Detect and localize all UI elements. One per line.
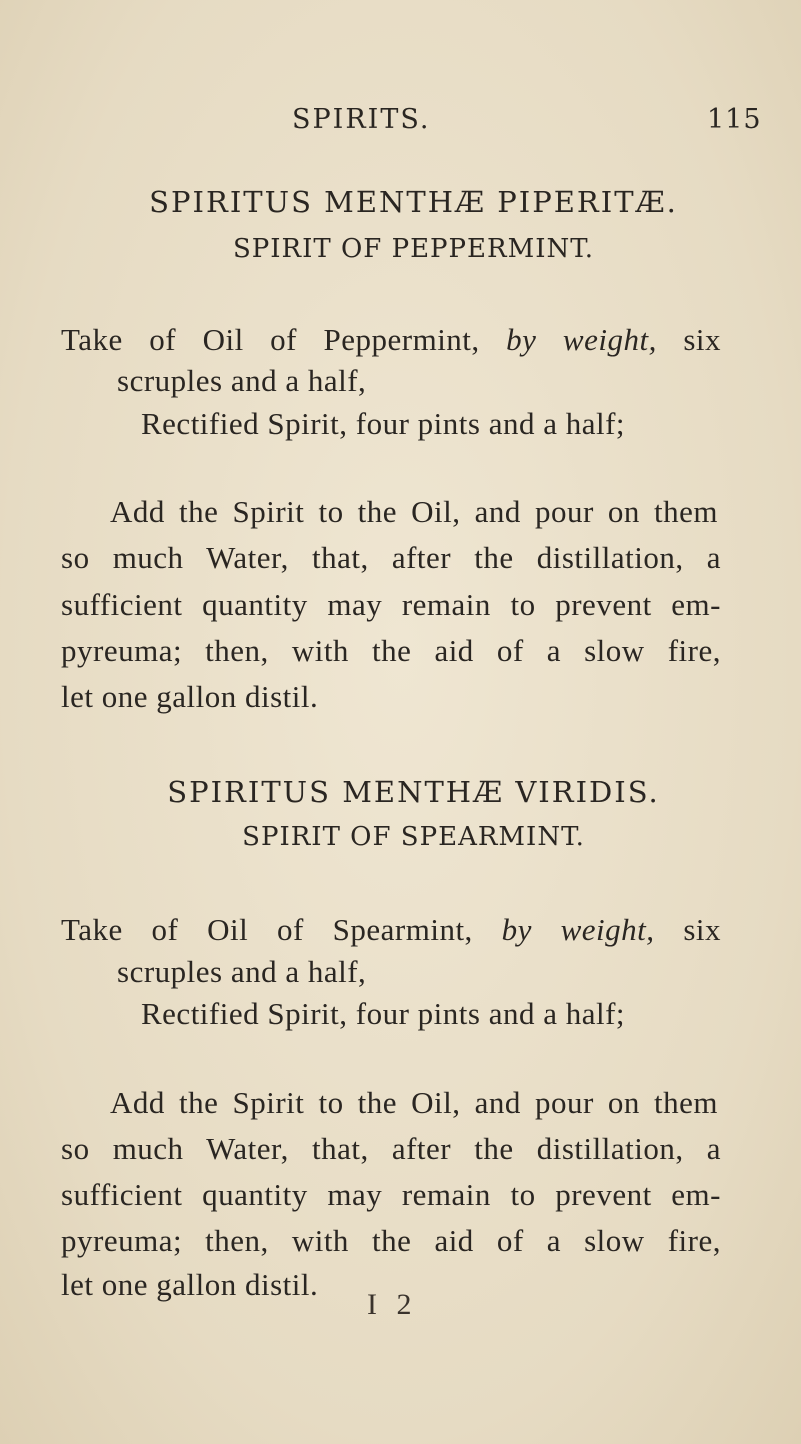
- ingredient-text: Take of Oil of Peppermint,: [61, 322, 480, 357]
- direction-line: so much Water, that, after the distillation, a: [61, 1131, 721, 1166]
- direction-line: so much Water, that, after the distillation, a: [61, 540, 721, 575]
- section-english-title: SPIRIT OF SPEARMINT.: [242, 822, 585, 852]
- ingredient-line: scruples and a half,: [117, 363, 367, 398]
- ingredient-line: [61, 912, 721, 948]
- direction-line: let one gallon distil.: [61, 1267, 319, 1302]
- ingredient-line: Rectified Spirit, four pints and a half;: [141, 406, 626, 441]
- direction-line: Add the Spirit to the Oil, and pour on them: [110, 494, 718, 529]
- signature-mark: I 2: [367, 1288, 418, 1321]
- direction-line: sufficient quantity may remain to prevent em-: [61, 587, 721, 622]
- direction-line: sufficient quantity may remain to prevent em-: [61, 1177, 721, 1212]
- ingredient-text: six: [683, 322, 722, 357]
- ingredient-italic: by weight,: [506, 322, 657, 357]
- page-number: 115: [707, 104, 762, 135]
- direction-line: pyreuma; then, with the aid of a slow fire,: [61, 633, 721, 668]
- direction-line: Add the Spirit to the Oil, and pour on them: [110, 1085, 718, 1120]
- section-latin-title: SPIRITUS MENTHÆ PIPERITÆ.: [149, 185, 678, 219]
- ingredient-italic: by weight,: [501, 912, 655, 947]
- running-head: [0, 104, 801, 144]
- ingredient-line: [61, 322, 721, 358]
- ingredient-text: Take of Oil of Spearmint,: [61, 912, 473, 947]
- direction-line: let one gallon distil.: [61, 679, 319, 714]
- direction-line: pyreuma; then, with the aid of a slow fire,: [61, 1223, 721, 1258]
- ingredient-line: Rectified Spirit, four pints and a half;: [141, 996, 626, 1031]
- section-english-title: SPIRIT OF PEPPERMINT.: [232, 234, 595, 264]
- ingredient-line: scruples and a half,: [117, 954, 367, 989]
- running-title: SPIRITS.: [292, 104, 431, 135]
- ingredient-text: six: [683, 912, 722, 947]
- section-latin-title: SPIRITUS MENTHÆ VIRIDIS.: [167, 775, 660, 809]
